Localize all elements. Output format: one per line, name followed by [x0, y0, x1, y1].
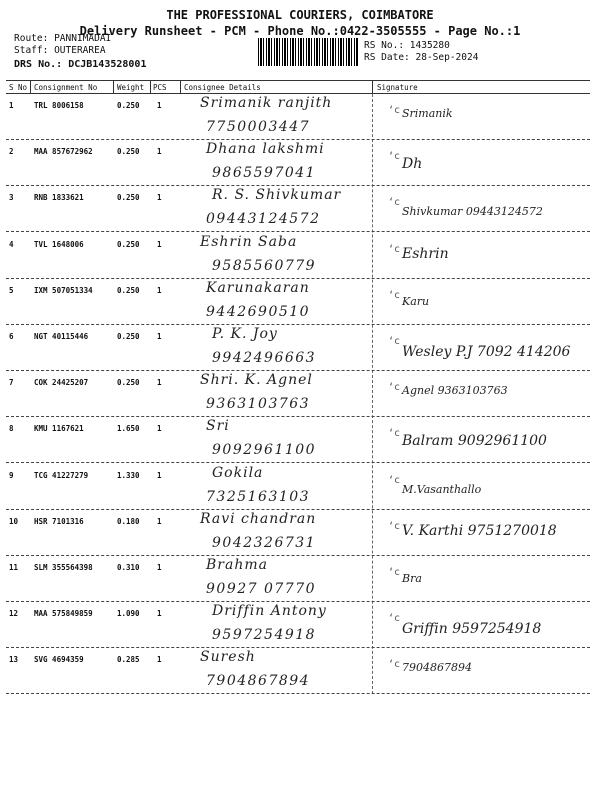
row-consignment-no: IXM 507051334 [34, 286, 93, 295]
row-sno: 12 [9, 609, 19, 618]
row-signature: Agnel 9363103763 [402, 384, 508, 397]
row-consignee-name: Driffin Antony [212, 603, 327, 619]
row-separator [6, 370, 590, 371]
row-weight: 0.250 [117, 101, 140, 110]
row-signature-mark: ‘c [388, 336, 401, 347]
row-signature-mark: ‘c [388, 567, 401, 578]
row-separator [6, 601, 590, 602]
row-signature: Dh [402, 156, 423, 172]
drs-value: DCJB143528001 [68, 59, 147, 70]
row-signature-mark: ‘c [388, 290, 401, 301]
row-weight: 1.090 [117, 609, 140, 618]
row-signature-mark: ‘c [388, 105, 401, 116]
row-pcs: 1 [157, 471, 162, 480]
page-subtitle: Delivery Runsheet - PCM - Phone No.:0422-3505555 - Page No.:1 [79, 24, 521, 38]
row-separator [6, 139, 590, 140]
row-sno: 10 [9, 517, 19, 526]
row-signature-mark: ‘c [388, 244, 401, 255]
row-pcs: 1 [157, 563, 162, 572]
row-consignment-no: COK 24425207 [34, 378, 89, 387]
row-sno: 5 [9, 286, 14, 295]
row-consignee-phone: 9092961100 [212, 442, 317, 458]
row-separator [6, 324, 590, 325]
row-weight: 0.250 [117, 147, 140, 156]
row-signature: M.Vasanthallo [402, 483, 482, 496]
row-separator [6, 462, 590, 463]
row-consignee-name: Dhana lakshmi [206, 141, 325, 157]
row-consignee-phone: 7904867894 [206, 673, 311, 689]
row-pcs: 1 [157, 240, 162, 249]
row-separator [6, 231, 590, 232]
rs-no-value: 1435280 [409, 40, 450, 51]
row-consignee-name: Srimanik ranjith [200, 95, 333, 111]
row-weight: 0.250 [117, 332, 140, 341]
row-consignment-no: MAA 575849859 [34, 609, 93, 618]
row-pcs: 1 [157, 332, 162, 341]
row-weight: 0.250 [117, 240, 140, 249]
col-divider [113, 80, 114, 94]
row-consignee-name: Eshrin Saba [200, 234, 298, 250]
row-sno: 6 [9, 332, 14, 341]
row-consignment-no: TRL 8006158 [34, 101, 84, 110]
row-signature: Bra [402, 572, 422, 585]
row-consignment-no: TVL 1648006 [34, 240, 84, 249]
row-pcs: 1 [157, 286, 162, 295]
row-consignment-no: MAA 857672962 [34, 147, 93, 156]
row-signature-mark: ‘c [388, 428, 401, 439]
row-signature: Balram 9092961100 [402, 433, 547, 449]
col-divider [372, 80, 373, 94]
row-pcs: 1 [157, 517, 162, 526]
rs-no-label: RS No.: [364, 40, 405, 51]
barcode [258, 38, 358, 66]
row-consignee-phone: 09443124572 [206, 211, 321, 227]
rs-date-value: 28-Sep-2024 [415, 52, 479, 63]
row-signature-mark: ‘c [388, 659, 401, 670]
row-weight: 0.250 [117, 286, 140, 295]
row-signature-mark: ‘c [388, 382, 401, 393]
row-weight: 0.180 [117, 517, 140, 526]
row-consignee-name: R. S. Shivkumar [212, 187, 342, 203]
row-consignee-phone: 90927 07770 [206, 581, 317, 597]
col-header-consignment: Consignment No [34, 83, 98, 92]
row-consignment-no: NGT 40115446 [34, 332, 89, 341]
row-consignee-phone: 7750003447 [206, 119, 311, 135]
row-signature-mark: ‘c [388, 475, 401, 486]
row-consignment-no: RNB 1833621 [34, 193, 84, 202]
row-weight: 1.650 [117, 424, 140, 433]
row-separator [6, 278, 590, 279]
row-sno: 9 [9, 471, 14, 480]
row-consignee-phone: 9942496663 [212, 350, 317, 366]
col-divider [150, 80, 151, 94]
row-separator [6, 509, 590, 510]
row-consignee-name: Sri [206, 418, 230, 434]
route-label: Route: [14, 33, 49, 44]
col-header-weight: Weight [117, 83, 145, 92]
row-signature: Shivkumar 09443124572 [402, 205, 543, 218]
route-value: PANNIMADAI [54, 33, 112, 44]
col-header-pcs: PCS [153, 83, 167, 92]
row-sno: 8 [9, 424, 14, 433]
row-pcs: 1 [157, 147, 162, 156]
row-pcs: 1 [157, 424, 162, 433]
row-separator [6, 555, 590, 556]
row-separator [6, 693, 590, 694]
row-sno: 2 [9, 147, 14, 156]
row-signature-mark: ‘c [388, 151, 401, 162]
row-signature-mark: ‘c [388, 613, 401, 624]
row-consignee-name: Karunakaran [206, 280, 310, 296]
row-pcs: 1 [157, 101, 162, 110]
row-consignee-name: P. K. Joy [212, 326, 278, 342]
row-pcs: 1 [157, 609, 162, 618]
row-consignee-phone: 9442690510 [206, 304, 311, 320]
row-signature-mark: ‘c [388, 197, 401, 208]
row-signature: V. Karthi 9751270018 [402, 523, 557, 539]
drs-line [14, 59, 146, 70]
row-separator [6, 185, 590, 186]
drs-label: DRS No.: [14, 59, 63, 70]
table-header-border [6, 93, 590, 94]
row-weight: 0.250 [117, 193, 140, 202]
row-consignee-name: Ravi chandran [200, 511, 317, 527]
col-header-signature: Signature [377, 83, 418, 92]
row-weight: 0.310 [117, 563, 140, 572]
row-weight: 0.285 [117, 655, 140, 664]
row-consignee-phone: 9597254918 [212, 627, 317, 643]
row-consignee-phone: 9585560779 [212, 258, 317, 274]
col-header-sno: S No [9, 83, 28, 92]
row-signature: Srimanik [402, 107, 453, 120]
row-consignee-phone: 9865597041 [212, 165, 317, 181]
row-consignee-phone: 9363103763 [206, 396, 311, 412]
signature-divider [372, 94, 373, 694]
row-consignment-no: HSR 7101316 [34, 517, 84, 526]
row-signature: Karu [402, 295, 430, 308]
row-consignee-name: Gokila [212, 465, 264, 481]
row-consignee-name: Suresh [200, 649, 256, 665]
table-top-border [6, 80, 590, 81]
rs-date-label: RS Date: [364, 52, 410, 63]
staff-value: OUTERAREA [54, 45, 106, 56]
rs-no-line [364, 40, 450, 51]
row-pcs: 1 [157, 378, 162, 387]
row-consignee-name: Brahma [206, 557, 268, 573]
row-consignee-phone: 9042326731 [212, 535, 317, 551]
route-line [14, 33, 111, 44]
row-signature-mark: ‘c [388, 521, 401, 532]
row-signature: Eshrin [402, 246, 449, 262]
row-consignee-phone: 7325163103 [206, 489, 311, 505]
row-sno: 1 [9, 101, 14, 110]
row-pcs: 1 [157, 655, 162, 664]
row-sno: 7 [9, 378, 14, 387]
staff-label: Staff: [14, 45, 49, 56]
rs-date-line [364, 52, 478, 63]
col-divider [180, 80, 181, 94]
row-pcs: 1 [157, 193, 162, 202]
row-weight: 1.330 [117, 471, 140, 480]
row-separator [6, 647, 590, 648]
staff-line [14, 45, 106, 56]
row-sno: 13 [9, 655, 19, 664]
row-sno: 4 [9, 240, 14, 249]
row-separator [6, 416, 590, 417]
col-header-consignee: Consignee Details [184, 83, 261, 92]
row-consignee-name: Shri. K. Agnel [200, 372, 313, 388]
row-signature: Wesley P.J 7092 414206 [402, 344, 571, 360]
row-signature: 7904867894 [402, 661, 472, 674]
row-consignment-no: TCG 41227279 [34, 471, 89, 480]
page-title: THE PROFESSIONAL COURIERS, COIMBATORE [166, 8, 434, 22]
row-weight: 0.250 [117, 378, 140, 387]
row-consignment-no: KMU 1167621 [34, 424, 84, 433]
row-consignment-no: SVG 4694359 [34, 655, 84, 664]
row-sno: 3 [9, 193, 14, 202]
row-sno: 11 [9, 563, 19, 572]
row-consignment-no: SLM 355564398 [34, 563, 93, 572]
col-divider [30, 80, 31, 94]
row-signature: Griffin 9597254918 [402, 621, 542, 637]
